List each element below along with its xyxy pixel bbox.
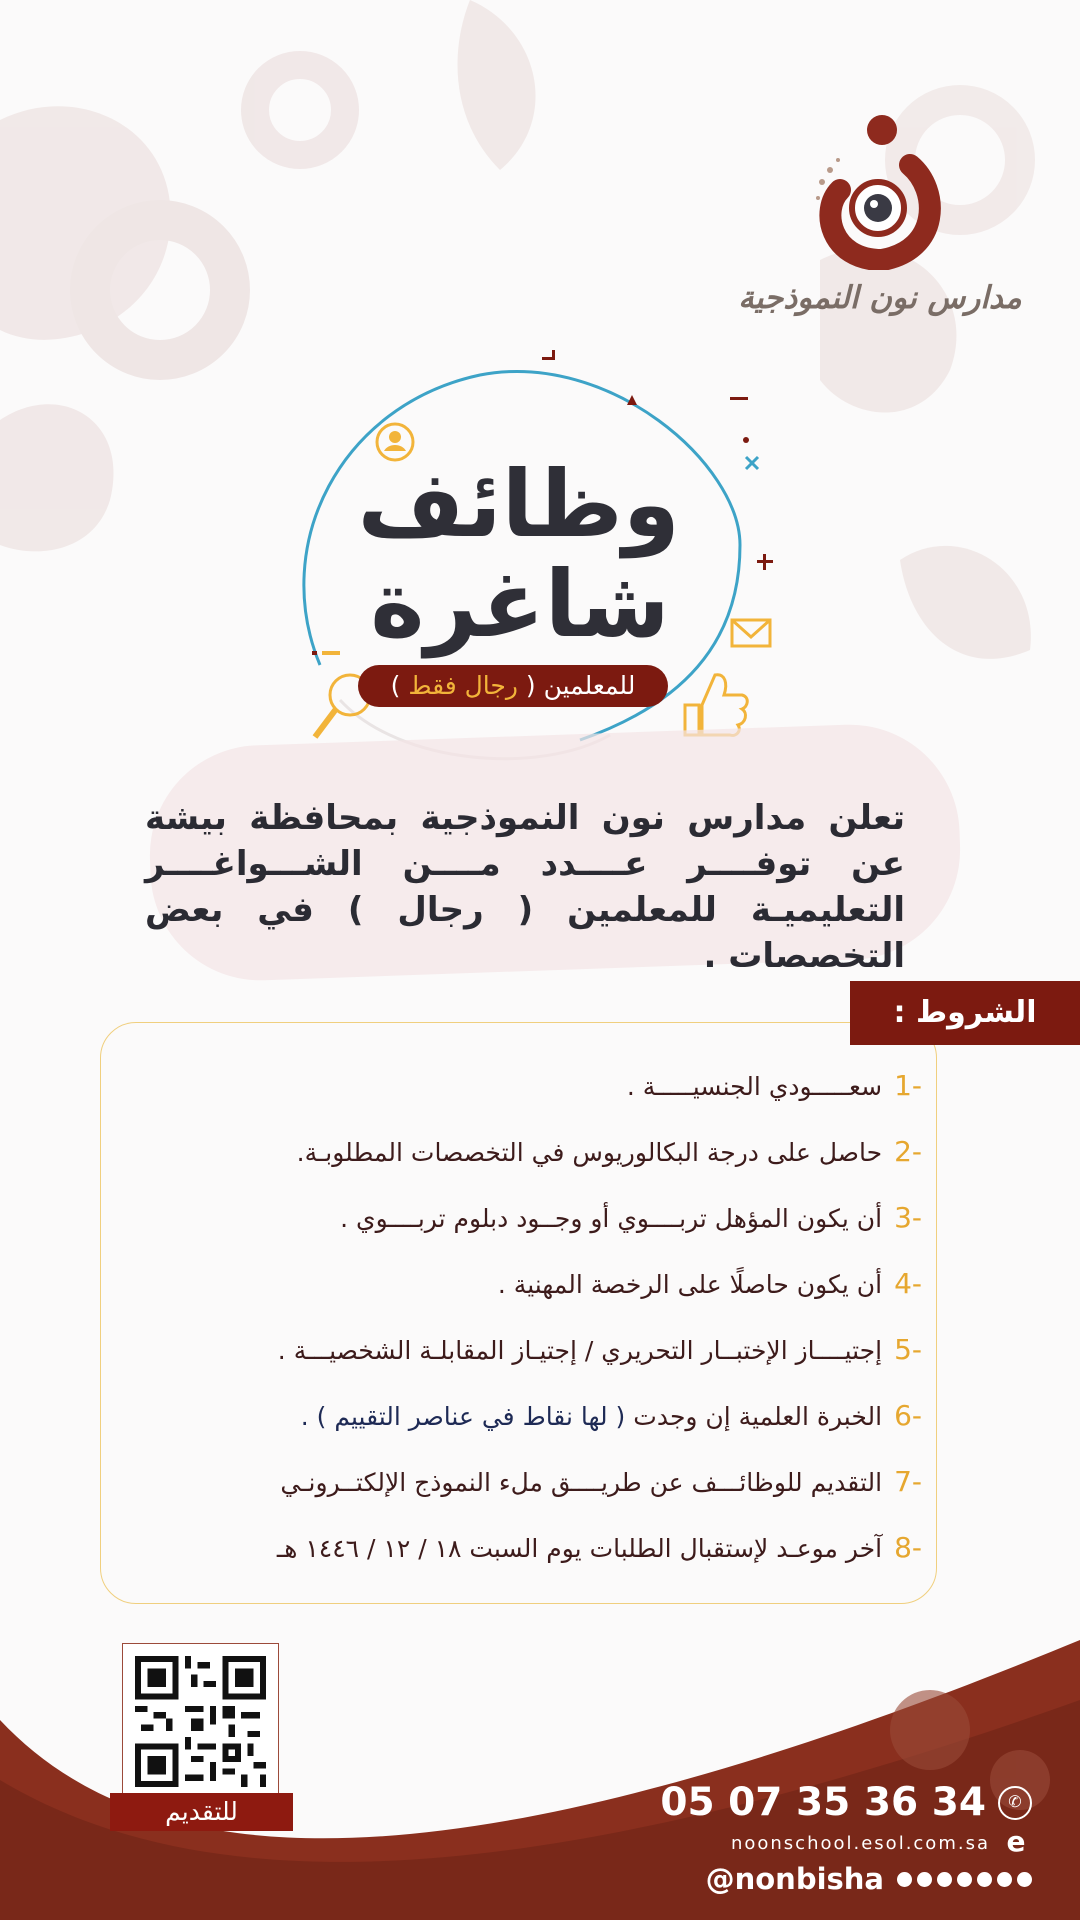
twitter-icon[interactable]: [957, 1872, 972, 1887]
social-row: [472, 1862, 1032, 1896]
apply-label[interactable]: للتقديم: [110, 1793, 293, 1831]
condition-item: [72, 1449, 922, 1515]
hero-section: [280, 345, 780, 765]
school-logo: [715, 110, 1045, 340]
condition-text: سعـــــودي الجنسيـــــة .: [626, 1072, 883, 1101]
condition-item: [72, 1185, 922, 1251]
condition-number: -7: [894, 1465, 922, 1498]
condition-text: التقديم للوظائـــف عن طريــــق ملء النموذج الإلكتــرونـي: [280, 1468, 883, 1497]
phone-number[interactable]: 05 07 35 36 34: [660, 1780, 986, 1825]
condition-number: -2: [894, 1135, 922, 1168]
mail-icon: [732, 620, 770, 646]
condition-item: [72, 1317, 922, 1383]
condition-item: [72, 1383, 922, 1449]
condition-text: الخبرة العلمية إن وجدت: [633, 1402, 883, 1431]
condition-item: [72, 1251, 922, 1317]
condition-number: -6: [894, 1399, 922, 1432]
website-link[interactable]: noonschool.esol.com.sa: [730, 1832, 990, 1854]
condition-item: [72, 1515, 922, 1581]
audience-badge: [358, 665, 668, 707]
condition-highlight: ( لها نقاط في عناصر التقييم ) .: [300, 1402, 626, 1431]
snapchat-icon[interactable]: [897, 1872, 912, 1887]
audience-highlight: رجال فقط: [400, 671, 526, 700]
condition-text: إجتيــــاز الإختبــار التحريري / إجتيـاز المقابلـة الشخصيـــة .: [277, 1336, 883, 1365]
logo-mark-icon: [800, 110, 950, 270]
condition-text: أن يكون حاصلًا على الرخصة المهنية .: [497, 1270, 883, 1299]
tiktok-icon[interactable]: [1017, 1872, 1032, 1887]
qr-code-icon: [135, 1656, 266, 1787]
condition-number: -5: [894, 1333, 922, 1366]
condition-number: -3: [894, 1201, 922, 1234]
qr-code[interactable]: [122, 1643, 279, 1800]
conditions-heading: الشروط :: [850, 981, 1080, 1045]
hero-title-line1: وظائف: [357, 451, 680, 558]
condition-text: حاصل على درجة البكالوريوس في التخصصات المطلوبـة.: [296, 1138, 883, 1167]
conditions-list: [72, 1053, 922, 1581]
website-row: [472, 1825, 1032, 1858]
condition-text: أن يكون المؤهل تربــــوي أو وجــود دبلوم تربــــوي .: [340, 1204, 883, 1233]
facebook-icon[interactable]: [937, 1872, 952, 1887]
condition-item: [72, 1119, 922, 1185]
thumbs-up-icon: [685, 675, 747, 736]
condition-number: -4: [894, 1267, 922, 1300]
phone-row: [472, 1780, 1032, 1825]
whatsapp-icon: ✆: [998, 1786, 1032, 1820]
condition-item: [72, 1053, 922, 1119]
intro-text: تعلن مدارس نون النموذجية بمحافظة بيشة عن توفــــر عــــدد مــــن الشـــواغــــر التعليميـة للمعلمين ( رجال ) في بعض التخصصات .: [145, 798, 905, 976]
condition-number: -1: [894, 1069, 922, 1102]
condition-number: -8: [894, 1531, 922, 1564]
instagram-icon[interactable]: [917, 1872, 932, 1887]
social-handle[interactable]: @nonbisha: [705, 1862, 884, 1896]
audience-prefix: للمعلمين (: [525, 671, 636, 700]
web-icon: e: [1006, 1825, 1028, 1858]
audience-suffix: ): [390, 671, 401, 700]
youtube-icon[interactable]: [977, 1872, 992, 1887]
telegram-icon[interactable]: [997, 1872, 1012, 1887]
condition-text: آخر موعـد لإستقبال الطلبات يوم السبت ١٨ / ١٢ / ١٤٤٦ هـ: [276, 1534, 883, 1563]
hero-title-line2: شاغرة: [370, 551, 670, 658]
school-name: مدارس نون النموذجية: [738, 280, 1022, 316]
